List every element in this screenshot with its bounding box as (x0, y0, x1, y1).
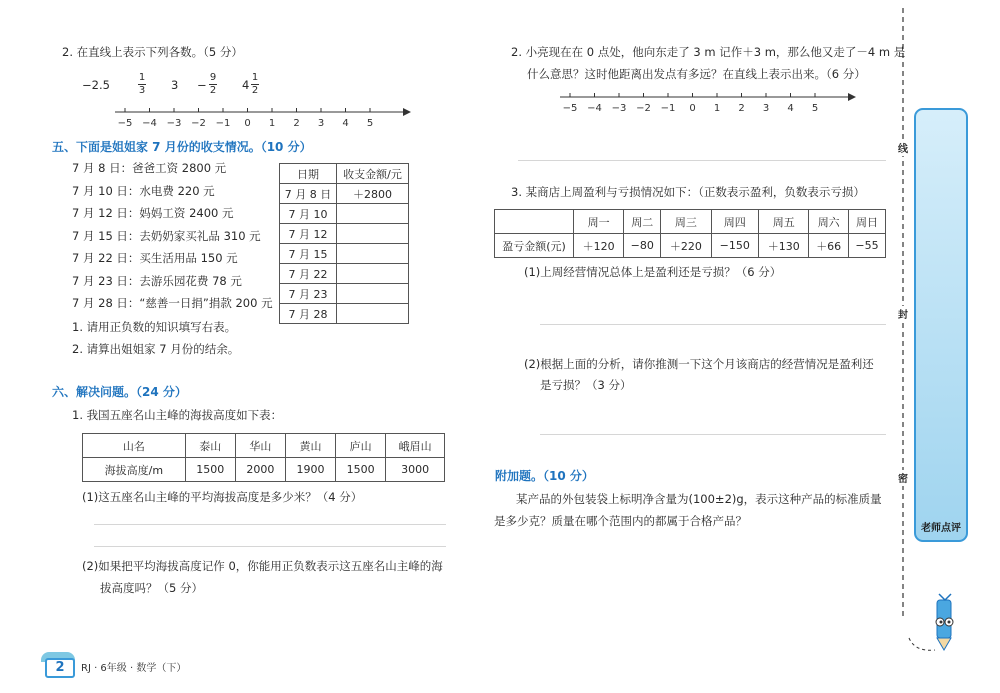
right-q2a: 2. 小亮现在在 0 点处，他向东走了 3 m 记作＋3 m，那么他又走了－4 m 是 (511, 45, 906, 59)
record-item: 7 月 10 日：水电费 220 元 (72, 183, 215, 198)
right-q2b: 什么意思？这时他距离出发点有多远？在直线上表示出来。（6 分） (527, 67, 866, 81)
page-number-badge (35, 652, 81, 674)
mountain-height-cell: 海拔高度/m (83, 458, 186, 482)
sec5-q2: 2. 请算出姐姐家 7 月份的结余。 (72, 342, 240, 356)
record-item: 7 月 23 日：去游乐园花费 78 元 (72, 273, 242, 288)
profit-value-cell: ＋66 (809, 234, 849, 258)
footer-text: RJ · 6年级 · 数学（下） (81, 663, 187, 674)
answer-line[interactable] (94, 524, 446, 525)
sec6-q1: 1. 我国五座名山主峰的海拔高度如下表： (72, 408, 283, 422)
amount-cell[interactable] (337, 304, 409, 324)
profit-value-cell: −80 (624, 234, 661, 258)
left-numline-tick-label: −4 (142, 118, 157, 129)
mountain-name-cell: 峨眉山 (386, 434, 445, 458)
right-numline-tick-label: 1 (713, 103, 721, 114)
record-item: 7 月 28 日：“慈善一日捐”捐款 200 元 (72, 296, 273, 310)
profit-value-cell: −150 (711, 234, 759, 258)
mountain-height-cell: 1900 (285, 458, 335, 482)
record-item: 7 月 22 日：买生活用品 150 元 (72, 251, 238, 265)
sec5-q1: 1. 请用正负数的知识填写右表。 (72, 320, 237, 334)
binding-char-secret: 密 (897, 470, 909, 486)
right-numline-tick-label: 5 (811, 103, 819, 114)
mountain-name-cell: 庐山 (336, 434, 386, 458)
numbers-to-plot (72, 73, 302, 99)
table-header-cell: 收支金额/元 (337, 164, 409, 184)
sec6-sub1: (1)这五座名山主峰的平均海拔高度是多少米？（4 分） (82, 490, 363, 504)
number-line-left (115, 104, 415, 130)
profit-value-cell: 盈亏金额(元) (495, 234, 574, 258)
mountain-name-cell: 泰山 (185, 434, 235, 458)
number-neg-2-5: −2.5 (82, 78, 110, 92)
sign-neg: − (197, 78, 207, 92)
profit-table (494, 209, 886, 258)
bonus-text-a: 某产品的外包装袋上标明净含量为(100±2)g，表示这种产品的标准质量 (516, 492, 882, 506)
weekday-cell: 周六 (809, 210, 849, 234)
teacher-comment-box[interactable] (914, 108, 968, 542)
left-numline-tick-label: −1 (215, 118, 231, 129)
date-cell: 7 月 22 (280, 264, 337, 284)
weekday-cell: 周三 (661, 210, 711, 234)
right-numline-tick-label: 0 (689, 103, 696, 114)
profit-value-cell: ＋120 (574, 234, 624, 258)
left-numline-tick-label: −2 (191, 118, 206, 129)
q2-text: 2. 在直线上表示下列各数。（5 分） (62, 45, 243, 59)
mountain-height-cell: 3000 (386, 458, 445, 482)
date-cell: 7 月 10 (280, 204, 337, 224)
page-number: 2 (45, 658, 75, 678)
amount-cell[interactable] (337, 264, 409, 284)
right-numline-tick-label: −5 (562, 103, 578, 114)
left-numline-tick-label: 2 (293, 118, 300, 129)
date-cell: 7 月 23 (280, 284, 337, 304)
number-line-right (560, 89, 860, 115)
weekday-cell: 周一 (574, 210, 624, 234)
table-row (280, 284, 409, 304)
left-numline-tick-label: −5 (117, 118, 133, 129)
profit-value-cell: −55 (849, 234, 886, 258)
right-numline-tick-label: 3 (762, 103, 770, 114)
date-cell: 7 月 8 日 (280, 184, 337, 204)
weekday-cell (495, 210, 574, 234)
left-numline-tick-label: 4 (342, 118, 349, 129)
weekday-cell: 周二 (624, 210, 661, 234)
right-sub2b: 是亏损？（3 分） (540, 378, 632, 392)
record-item: 7 月 8 日：爸爸工资 2800 元 (72, 161, 227, 175)
table-row (280, 224, 409, 244)
mascot-pencil-icon (905, 590, 967, 660)
right-numline-tick-label: 4 (787, 103, 794, 114)
left-numline-tick-label: 5 (366, 118, 374, 129)
table-header-cell: 日期 (280, 164, 337, 184)
mountain-height-cell: 1500 (336, 458, 386, 482)
left-numline-tick-label: 1 (268, 118, 276, 129)
fraction-half: 1 2 (251, 72, 259, 96)
right-numline-tick-label: −3 (611, 103, 627, 114)
date-cell: 7 月 28 (280, 304, 337, 324)
right-q3: 3. 某商店上周盈利与亏损情况如下：（正数表示盈利，负数表示亏损） (511, 185, 865, 199)
section5-title: 五、下面是姐姐家 7 月份的收支情况。（10 分） (52, 140, 312, 154)
sec5-list (72, 160, 273, 318)
table-row (280, 204, 409, 224)
right-numline-tick-label: −4 (587, 103, 602, 114)
bonus-title: 附加题。（10 分） (495, 469, 594, 483)
mountain-table (82, 433, 445, 482)
profit-value-cell: ＋130 (759, 234, 809, 258)
date-cell: 7 月 12 (280, 224, 337, 244)
answer-line[interactable] (518, 160, 886, 161)
right-sub2a: (2)根据上面的分析，请你推测一下这个月该商店的经营情况是盈利还 (524, 357, 874, 371)
amount-cell: ＋2800 (337, 184, 409, 204)
income-table (279, 163, 409, 324)
answer-line[interactable] (540, 434, 886, 435)
table-row (280, 244, 409, 264)
weekday-cell: 周五 (759, 210, 809, 234)
mountain-name-cell: 华山 (235, 434, 285, 458)
number-3: 3 (171, 78, 179, 92)
bonus-text-b: 是多少克？质量在哪个范围内的都属于合格产品？ (494, 514, 747, 528)
answer-line[interactable] (94, 546, 446, 547)
mountain-name-cell: 山名 (83, 434, 186, 458)
left-numline-tick-label: 3 (317, 118, 325, 129)
mixed-int: 4 (242, 78, 250, 92)
binding-char-seal: 封 (897, 306, 909, 322)
section6-title: 六、解决问题。（24 分） (52, 385, 187, 399)
mountain-name-cell: 黄山 (285, 434, 335, 458)
left-numline-tick-label: 0 (244, 118, 251, 129)
profit-value-cell: ＋220 (661, 234, 711, 258)
answer-line[interactable] (540, 324, 886, 325)
right-sub1: (1)上周经营情况总体上是盈利还是亏损？（6 分） (524, 265, 782, 279)
date-cell: 7 月 15 (280, 244, 337, 264)
weekday-cell: 周日 (849, 210, 886, 234)
right-numline-tick-label: 2 (738, 103, 745, 114)
amount-cell[interactable] (337, 284, 409, 304)
record-item: 7 月 15 日：去奶奶家买礼品 310 元 (72, 228, 261, 243)
record-item: 7 月 12 日：妈妈工资 2400 元 (72, 206, 234, 220)
right-numline-tick-label: −1 (660, 103, 676, 114)
fraction-one-third: 1 3 (138, 72, 146, 96)
binding-char-line: 线 (897, 140, 909, 156)
table-row (280, 264, 409, 284)
sec6-sub2a: (2)如果把平均海拔高度记作 0，你能用正负数表示这五座名山主峰的海 (82, 559, 443, 573)
weekday-cell: 周四 (711, 210, 759, 234)
table-row (280, 304, 409, 324)
amount-cell[interactable] (337, 224, 409, 244)
mountain-height-cell: 1500 (185, 458, 235, 482)
right-numline-tick-label: −2 (636, 103, 651, 114)
amount-cell[interactable] (337, 204, 409, 224)
fraction-nine-halves: 9 2 (209, 72, 217, 96)
table-row (280, 184, 409, 204)
amount-cell[interactable] (337, 244, 409, 264)
mountain-height-cell: 2000 (235, 458, 285, 482)
teacher-comment-label: 老师点评 (921, 523, 961, 534)
sec6-sub2b: 拔高度吗？（5 分） (100, 581, 203, 595)
left-numline-tick-label: −3 (166, 118, 182, 129)
